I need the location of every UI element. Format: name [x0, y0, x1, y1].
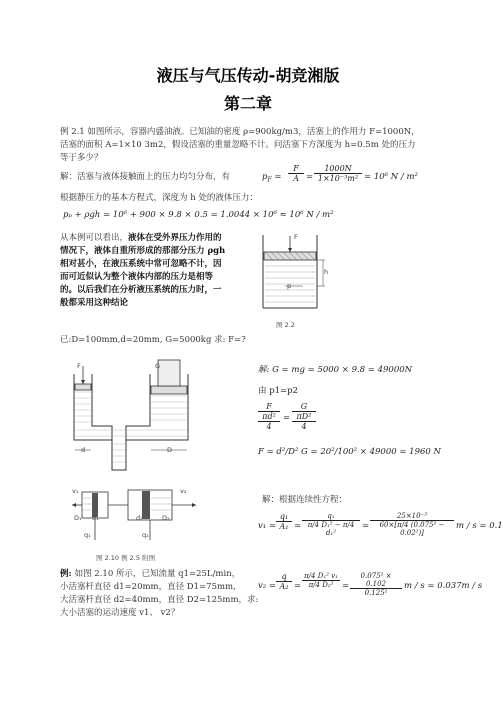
- figure-hydraulic-press: [70, 356, 192, 476]
- ex21-question-line3: 等于多少？: [60, 153, 103, 163]
- v1-lhs: v₁ =: [258, 521, 277, 531]
- fig210-v2-label: v₂: [180, 487, 187, 495]
- v1-equals-1: =: [294, 521, 302, 531]
- eq2-pressure-depth: pₚ + ρgh = 10⁶ + 900 × 9.8 × 0.5 = 1.0044 × 10⁶ ≈ 10⁶ N / m²: [63, 210, 334, 220]
- ex21-question-line1: 例 2.1 如图所示，容器内盛油液。已知油的密度 ρ=900kg/m3，活塞上的作用力 F=1000N，: [60, 127, 420, 137]
- fig22-force-label: F: [294, 233, 298, 241]
- fig210-caption: 图 2.10 例 2.5 附图: [96, 554, 156, 562]
- v2-frac-q-A: $\frac{q}{\text{A₂}}$: [276, 572, 292, 591]
- v1-result: m / s = 0.1: [456, 521, 503, 531]
- v2-lhs: v₂ =: [258, 581, 277, 591]
- v2-result: m / s = 0.037m / s: [404, 581, 483, 591]
- ex21-conclusion-line3: 相对甚小，在液压系统中常可忽略不计，因: [60, 259, 222, 269]
- fig210-v1-label: v₁: [72, 487, 79, 495]
- v2-frac-values: $\frac{\text{0.075² × 0.102}}{\text{0.125²}}$: [350, 572, 402, 597]
- fig210-q1-label: q₁: [84, 531, 91, 539]
- ex2-frac-G: G πD² 4: [292, 402, 316, 431]
- fig210-D1-label: D₁: [74, 514, 82, 522]
- press-large-diameter-label: D: [167, 446, 173, 454]
- ex2-weight-eq: 解: G = mg = 5000 × 9.8 = 49000N: [258, 365, 413, 375]
- eq1-fraction-values: $\frac{1000N}{\text{1×10⁻³m²}}$: [314, 164, 362, 183]
- fig22-caption: 图 2.2: [276, 321, 295, 329]
- ex210-question-line2: 小活塞杆直径 d1=20mm，直径 D1=75mm,: [60, 582, 236, 592]
- fig210-d1-label: d₁: [92, 514, 99, 522]
- ex21-conclusion-line2: 情况下，液体自重所形成的那部分压力 ρgh: [60, 246, 226, 256]
- ex2-given: 已:D=100mm,d=20mm, G=5000kg 求: F=?: [60, 335, 246, 345]
- ex21-solution-lead: 解：活塞与液体接触面上的压力均匀分布，有: [60, 172, 231, 182]
- ex210-question-line1: 例: 如图 2.10 所示，已知流量 q1=25L/min，: [60, 569, 241, 579]
- v1-frac-area: $\frac{\text{q₁}}{\text{π/4 D₁² − π/4 d₁²}}$: [302, 512, 360, 537]
- fig210-d2-label: d₂: [136, 514, 143, 522]
- chapter-heading: 第二章: [223, 94, 272, 113]
- ex2-pressure-equal: 由 p1=p2: [258, 386, 299, 396]
- v1-frac-q-A: $\frac{\text{q₁}}{\text{A₁}}$: [276, 512, 292, 531]
- v2-equals-1: =: [294, 581, 302, 591]
- ex21-conclusion-line6: 般都采用这种结论: [60, 298, 129, 308]
- v2-frac-area: $\frac{\text{π/4 D₁² v₁}}{\text{π/4 D₂²}}$: [302, 572, 340, 589]
- figure-2-2-container: [255, 232, 335, 320]
- press-force-label: F: [77, 362, 81, 370]
- document-title: 液压与气压传动-胡竞湘版: [156, 66, 340, 85]
- v1-equals-2: =: [362, 521, 370, 531]
- press-small-diameter-label: d: [81, 446, 86, 454]
- fig210-q2-label: q₂: [142, 531, 149, 539]
- eq1-result: = 10⁶ N / m²: [364, 172, 418, 182]
- ex21-conclusion-line4: 而可近似认为整个液体内部的压力是相等: [60, 272, 214, 282]
- ex210-question-line3: 大活塞杆直径 d2=40mm，直径 D2=125mm，求:: [60, 595, 259, 605]
- ex21-question-line2: 活塞的面积 A=1×10 3m2，假设活塞的重量忽略不计。问活塞下方深度为 h=0.5m 处的压力: [60, 140, 416, 150]
- ex210-question-line4: 大小活塞的运动速度 v1、 v2？: [60, 608, 180, 618]
- v1-frac-values: $\frac{\text{25×10⁻³}}{\text{60×[π/4 (0.075² − 0.02²)]}}$: [370, 512, 454, 537]
- eq1-lhs: $p_F$ =: [262, 172, 282, 184]
- eq1-equals: =: [306, 172, 314, 182]
- ex21-basic-equation-text: 根据静压力的基本方程式，深度为 h 处的液体压力：: [60, 193, 258, 203]
- ex2-frac-equals: =: [283, 413, 291, 423]
- press-weight-label: G: [155, 362, 161, 370]
- fig210-D2-label: D₂: [162, 514, 170, 522]
- ex210-solution-lead: 解：根据连续性方程：: [262, 495, 348, 505]
- eq1-fraction-FA: $\frac{F}{A}$: [288, 164, 304, 183]
- ex2-frac-F: F πd² 4: [258, 402, 280, 431]
- ex2-result: F = d²/D² G = 20²/100² × 49000 = 1960 N: [258, 447, 441, 457]
- ex21-conclusion-line1: 从本例可以看出，液体在受外界压力作用的: [60, 233, 222, 243]
- v2-equals-2: =: [342, 581, 350, 591]
- fig22-pressure-label: p: [287, 282, 292, 290]
- ex21-conclusion-line5: 的。以后我们在分析液压系统的压力时，一: [60, 285, 222, 295]
- fig22-depth-label: h: [324, 268, 329, 276]
